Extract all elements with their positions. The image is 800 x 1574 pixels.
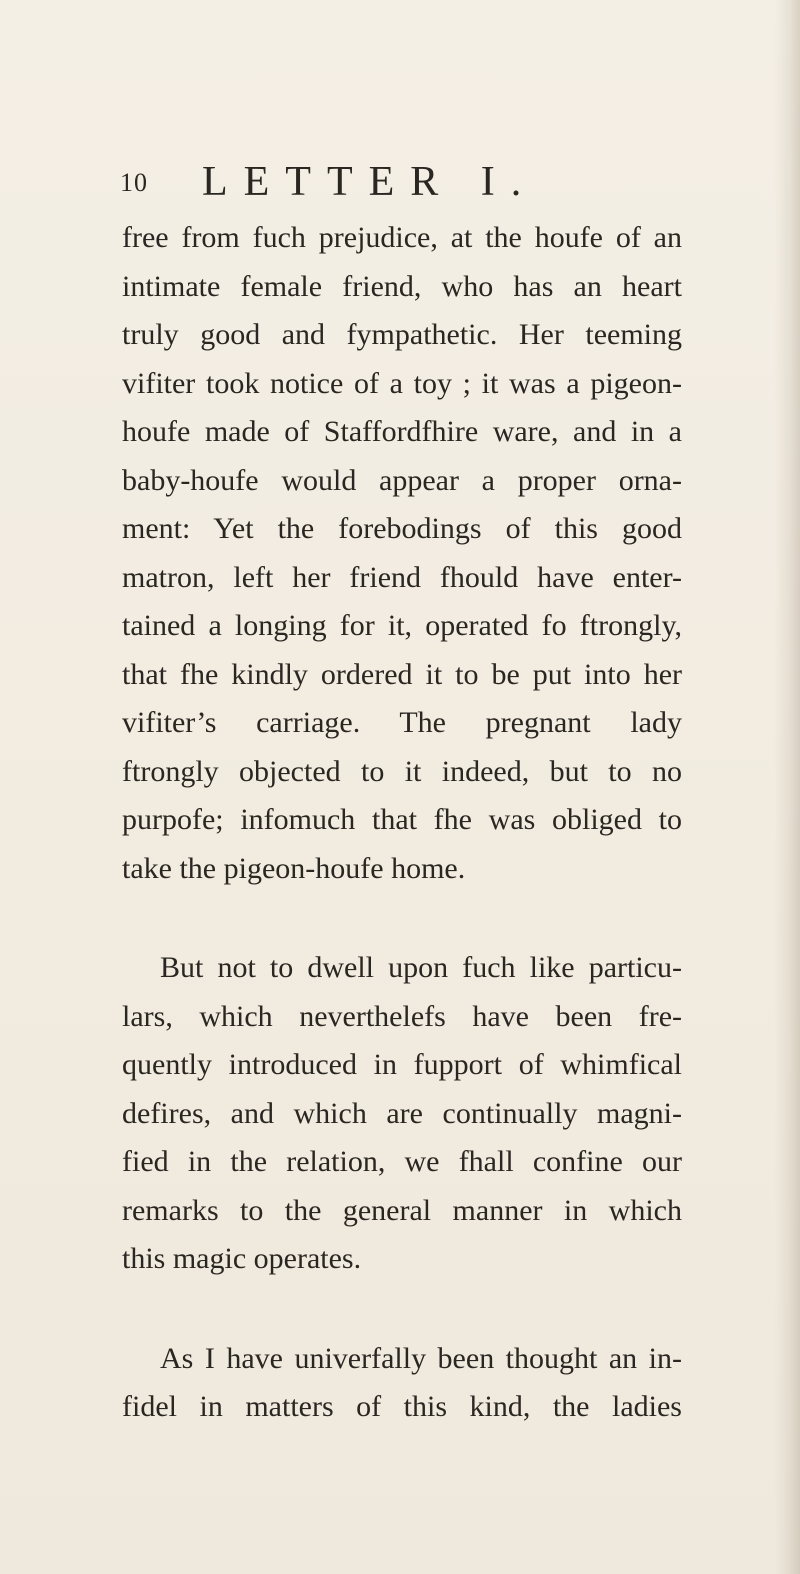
text-line: intimate female friend, who has an heart (122, 269, 682, 303)
text-line: tained a longing for it, operated fo ftrongly, (122, 609, 682, 642)
text-line: lars, which neverthelefs have been fre- (122, 999, 682, 1033)
text-line: As I have univerfally been thought an in- (160, 1341, 682, 1375)
text-line: truly good and fympathetic. Her teeming (122, 318, 682, 351)
body-text (122, 214, 682, 1432)
paragraph-gap (122, 893, 682, 944)
text-line: free from fuch prejudice, at the houfe of an (122, 221, 682, 254)
text-line: vifiter took notice of a toy ; it was a pigeon- (122, 366, 682, 400)
text-line: fied in the relation, we fhall confine our (122, 1145, 682, 1178)
text-line: quently introduced in fupport of whimfical (122, 1048, 682, 1081)
text-line: fidel in matters of this kind, the ladies (122, 1390, 682, 1423)
paragraph-3 (122, 1335, 682, 1432)
text-line: baby-houfe would appear a proper orna- (122, 463, 682, 497)
text-line: ment: Yet the forebodings of this good (122, 512, 682, 545)
text-line: purpofe; infomuch that fhe was obliged to (122, 803, 682, 836)
text-line: take the pigeon-houfe home. (122, 851, 466, 885)
page-number: 10 (120, 168, 148, 197)
page-header (120, 158, 680, 206)
paragraph-gap (122, 1284, 682, 1335)
text-line: But not to dwell upon fuch like particu- (160, 951, 682, 984)
text-line: defires, and which are continually magni- (122, 1096, 682, 1130)
text-line: houfe made of Staffordfhire ware, and in a (122, 415, 682, 448)
text-line: this magic operates. (122, 1242, 362, 1275)
text-line: ftrongly objected to it indeed, but to no (122, 754, 682, 788)
paragraph-2 (122, 944, 682, 1284)
running-title: LETTER I. (202, 159, 538, 205)
text-line: vifiter’s carriage. The pregnant lady (122, 706, 682, 739)
paragraph-1 (122, 214, 682, 893)
text-line: matron, left her friend fhould have enter- (122, 560, 682, 594)
page-edge-shadow (774, 0, 800, 1574)
text-line: remarks to the general manner in which (122, 1193, 682, 1227)
text-line: that fhe kindly ordered it to be put into her (122, 657, 682, 691)
